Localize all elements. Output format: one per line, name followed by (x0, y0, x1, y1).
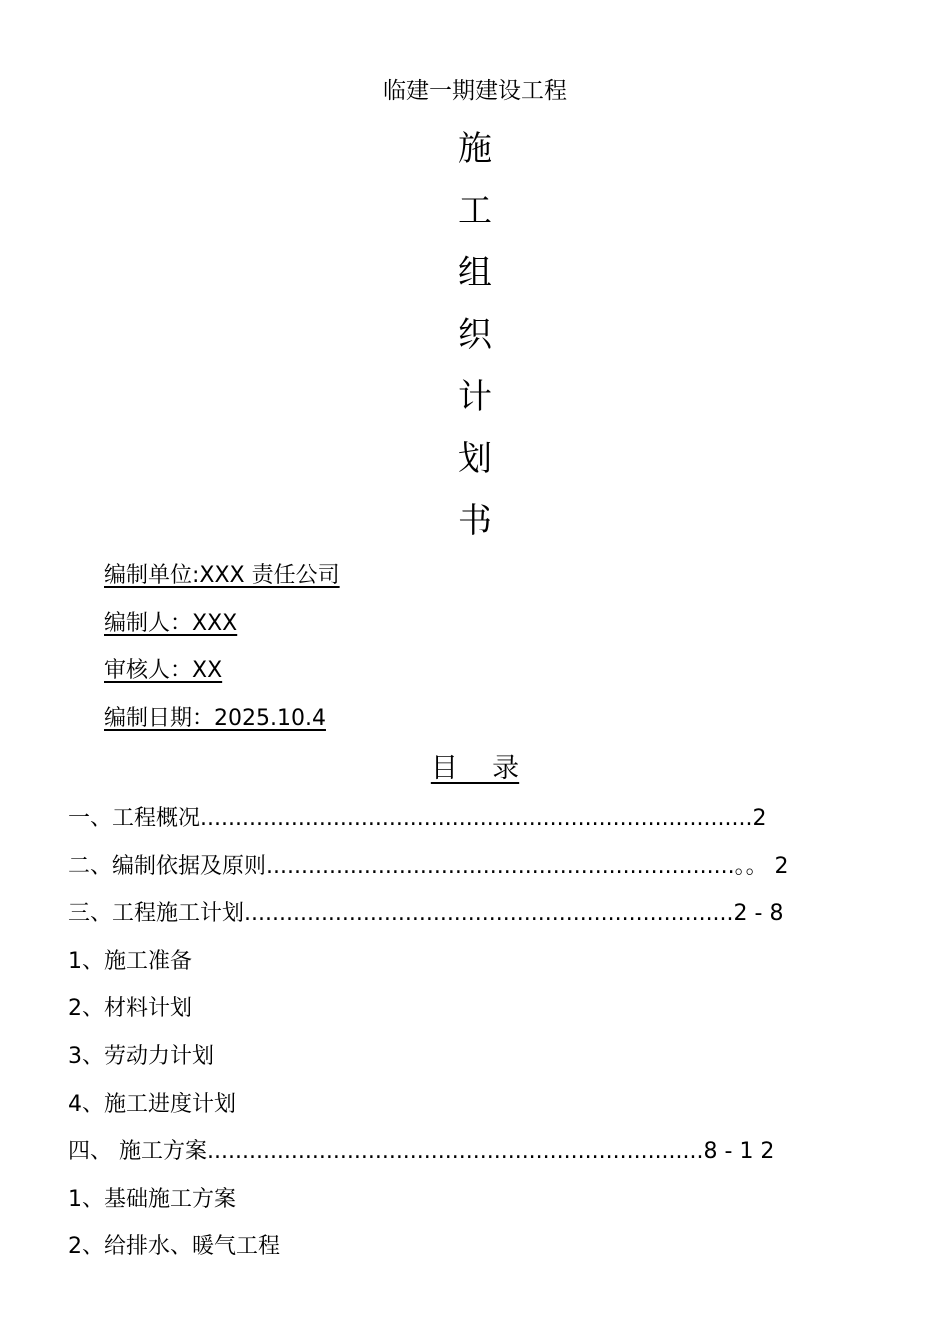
toc-entry-label: 4、施工进度计划 (68, 1091, 236, 1117)
toc-entry-label: 二、编制依据及原则 (68, 853, 267, 879)
toc-entry-dots: ................................................................... (266, 853, 735, 879)
table-of-contents (68, 802, 828, 1278)
meta-reviewer-line (104, 655, 340, 703)
main-title-char: 施 (458, 129, 492, 169)
toc-entry-label: 1、基础施工方案 (68, 1186, 236, 1212)
toc-entry-page: 2 (752, 806, 767, 831)
meta-unit-line (104, 560, 340, 608)
toc-entry-page: 。。 2 (734, 853, 789, 879)
toc-entry[interactable] (68, 897, 828, 945)
toc-entry-label: 四、 施工方案 (68, 1139, 207, 1165)
main-title-vertical (0, 118, 950, 552)
main-title-char: 组 (458, 253, 492, 293)
main-title-char: 书 (458, 501, 492, 541)
meta-unit: 编制单位:XXX 责任公司 (104, 563, 340, 588)
toc-entry-dots: ............................................................................... (200, 806, 753, 831)
toc-entry-dots: ...................................................................... (244, 901, 734, 927)
main-title-char: 织 (458, 315, 492, 355)
toc-entry[interactable] (68, 992, 828, 1040)
toc-entry[interactable] (68, 1088, 828, 1136)
toc-heading-text: 目 录 (430, 753, 520, 784)
toc-entry-page: 2 - 8 (733, 901, 784, 927)
toc-entry[interactable] (68, 1183, 828, 1231)
document-meta (104, 560, 340, 750)
project-title: 临建一期建设工程 (383, 78, 567, 104)
meta-date: 编制日期：2025.10.4 (104, 705, 326, 731)
main-title-char: 计 (458, 377, 492, 417)
toc-entry[interactable] (68, 850, 828, 898)
toc-entry-label: 三、工程施工计划 (68, 901, 245, 927)
toc-entry[interactable] (68, 1040, 828, 1088)
toc-entry[interactable] (68, 1230, 828, 1278)
toc-entry-dots: ....................................................................... (207, 1139, 704, 1165)
toc-entry-label: 2、材料计划 (68, 996, 192, 1022)
meta-author: 编制人：XXX (104, 610, 238, 636)
main-title-char: 划 (458, 439, 492, 479)
main-title-char: 工 (458, 191, 492, 231)
toc-entry-label: 2、给排水、暖气工程 (68, 1234, 280, 1260)
toc-heading (0, 750, 950, 788)
toc-entry-label: 1、施工准备 (68, 948, 192, 974)
toc-entry[interactable] (68, 802, 828, 850)
toc-entry[interactable] (68, 945, 828, 993)
meta-reviewer: 审核人：XX (104, 658, 223, 683)
toc-entry-label: 一、工程概况 (68, 806, 201, 831)
toc-entry-label: 3、劳动力计划 (68, 1043, 214, 1069)
meta-date-line (104, 703, 340, 751)
toc-entry[interactable] (68, 1135, 828, 1183)
toc-entry-page: 8 - 1 2 (703, 1139, 775, 1165)
meta-author-line (104, 608, 340, 656)
